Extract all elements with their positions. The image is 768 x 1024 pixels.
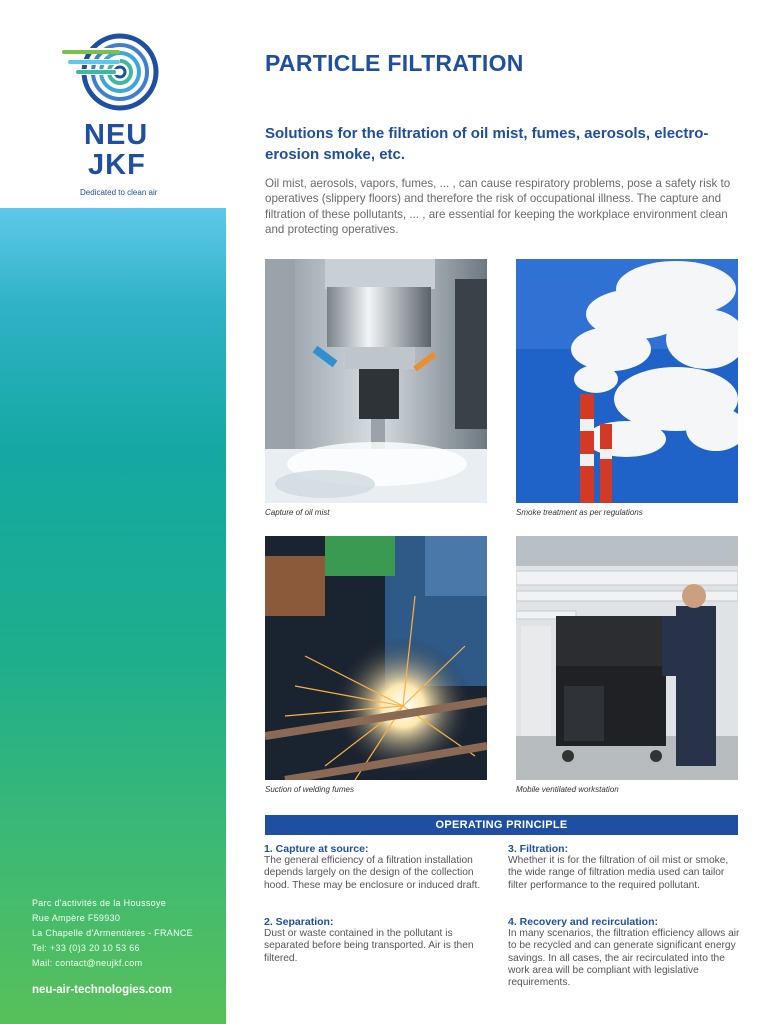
brand-tagline: Dedicated to clean air	[80, 188, 158, 197]
address-line: Parc d'activités de la Houssoye	[32, 898, 167, 908]
intro-paragraph: Oil mist, aerosols, vapors, fumes, ... , can cause respiratory problems, pose a safety risk to operatives (slippery floors) and therefore the risk of occupational illness. The capture and filtration of these pollutants, ... , are essential for keeping the workplace environment clean and protecting operatives.	[265, 177, 731, 236]
phone-text: Tel: +33 (0)3 20 10 53 66	[32, 943, 140, 953]
website-link[interactable]: neu-air-technologies.com	[32, 984, 172, 996]
page-title: PARTICLE FILTRATION	[265, 50, 524, 76]
photo-caption: Suction of welding fumes	[265, 785, 354, 794]
neu-jkf-logo-icon	[58, 32, 168, 114]
step-separation	[264, 916, 496, 965]
machining-spindle-photo	[265, 259, 487, 503]
step-recovery	[508, 916, 740, 989]
workstation-photo	[516, 536, 738, 780]
brand-name-line2: JKF	[88, 149, 146, 181]
step-title: 3. Filtration:	[508, 843, 569, 855]
step-title: 4. Recovery and recirculation:	[508, 916, 658, 928]
step-text: In many scenarios, the filtration efficiency allows air to be recycled and can generate significant energy savings. In all cases, the air recirculated into the work area will be compliant with legislative requirements.	[508, 928, 740, 989]
step-text: The general efficiency of a filtration installation depends largely on the design of the collection hood. These may be enclosure or induced draft.	[264, 855, 481, 891]
step-title: 1. Capture at source:	[264, 843, 369, 855]
welding-sparks-photo	[265, 536, 487, 780]
contact-block	[32, 896, 193, 971]
step-text: Whether it is for the filtration of oil mist or smoke, the wide range of filtration media used can tailor filter performance to the required pollutant.	[508, 855, 729, 891]
address-line: Rue Ampère F59930	[32, 913, 121, 923]
operating-principle-header: OPERATING PRINCIPLE	[265, 815, 738, 835]
photo-caption: Mobile ventilated workstation	[516, 785, 619, 794]
step-title: 2. Separation:	[264, 916, 334, 928]
mail-text: Mail: contact@neujkf.com	[32, 958, 143, 968]
address-line: La Chapelle d'Armentières - FRANCE	[32, 928, 193, 938]
photo-caption: Smoke treatment as per regulations	[516, 508, 643, 517]
brand-name-line1: NEU	[84, 119, 149, 151]
step-filtration	[508, 843, 740, 892]
step-text: Dust or waste contained in the pollutant is separated before being transported. Air is then filtered.	[264, 928, 474, 964]
chimney-smoke-photo	[516, 259, 738, 503]
page-subtitle: Solutions for the filtration of oil mist, fumes, aerosols, electro-erosion smoke, etc.	[265, 125, 709, 163]
logo-area	[0, 0, 226, 208]
step-capture	[264, 843, 496, 892]
photo-caption: Capture of oil mist	[265, 508, 330, 517]
